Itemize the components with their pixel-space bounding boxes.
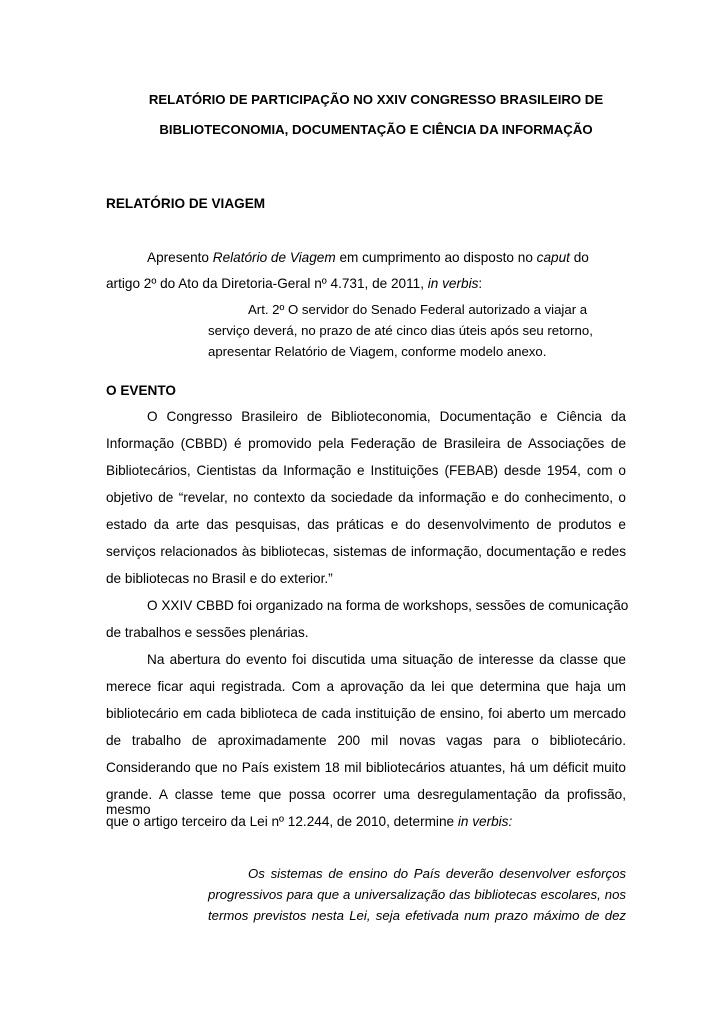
legal-quote-line: serviço deverá, no prazo de até cinco dias úteis após seu retorno, — [208, 323, 593, 338]
paragraph-line: Na abertura do evento foi discutida uma situação de interesse da classe que — [147, 652, 626, 667]
paragraph-line: Apresento Relatório de Viagem em cumprimento ao disposto no caput do — [147, 250, 589, 265]
section-heading-o-evento: O EVENTO — [106, 383, 176, 398]
paragraph-line: de trabalho de aproximadamente 200 mil novas vagas para o bibliotecário. — [106, 733, 626, 748]
paragraph-line: serviços relacionados às bibliotecas, sistemas de informação, documentação e redes — [106, 544, 626, 559]
document-title-line-2: BIBLIOTECONOMIA, DOCUMENTAÇÃO E CIÊNCIA DA INFORMAÇÃO — [159, 122, 593, 137]
section-heading-relatorio-de-viagem: RELATÓRIO DE VIAGEM — [106, 196, 266, 211]
paragraph-line: Considerando que no País existem 18 mil bibliotecários atuantes, há um déficit muito — [106, 760, 626, 775]
paragraph-line: que o artigo terceiro da Lei nº 12.244, de 2010, determine in verbis: — [106, 814, 513, 829]
document-title-line-1: RELATÓRIO DE PARTICIPAÇÃO NO XXIV CONGRESSO BRASILEIRO DE — [148, 92, 604, 107]
paragraph-line: merece ficar aqui registrada. Com a aprovação da lei que determina que haja um — [106, 679, 626, 694]
legal-quote-line: apresentar Relatório de Viagem, conforme modelo anexo. — [208, 344, 547, 359]
paragraph-line: grande. A classe teme que possa ocorrer uma desregulamentação da profissão, mesmo — [106, 787, 626, 817]
paragraph-line: Informação (CBBD) é promovido pela Federação de Brasileira de Associações de — [106, 436, 626, 451]
paragraph-line: de trabalhos e sessões plenárias. — [106, 625, 309, 640]
legal-quote-line: progressivos para que a universalização das bibliotecas escolares, nos — [208, 887, 626, 902]
paragraph-line: de bibliotecas no Brasil e do exterior.” — [106, 571, 333, 586]
paragraph-line: objetivo de “revelar, no contexto da sociedade da informação e do conhecimento, o — [106, 490, 626, 505]
legal-quote-line: termos previstos nesta Lei, seja efetivada num prazo máximo de dez — [208, 908, 626, 923]
paragraph-line: O Congresso Brasileiro de Biblioteconomia, Documentação e Ciência da — [147, 409, 626, 424]
paragraph-line: bibliotecário em cada biblioteca de cada instituição de ensino, foi aberto um mercado — [106, 706, 626, 721]
paragraph-line: estado da arte das pesquisas, das práticas e do desenvolvimento de produtos e — [106, 517, 626, 532]
paragraph-line: artigo 2º do Ato da Diretoria-Geral nº 4.731, de 2011, in verbis: — [106, 276, 483, 291]
paragraph-line: O XXIV CBBD foi organizado na forma de workshops, sessões de comunicação — [147, 598, 629, 613]
legal-quote-line: Os sistemas de ensino do País deverão desenvolver esforços — [248, 866, 626, 881]
legal-quote-line: Art. 2º O servidor do Senado Federal autorizado a viajar a — [248, 302, 588, 317]
paragraph-line: Bibliotecários, Cientistas da Informação e Instituições (FEBAB) desde 1954, com o — [106, 463, 626, 478]
